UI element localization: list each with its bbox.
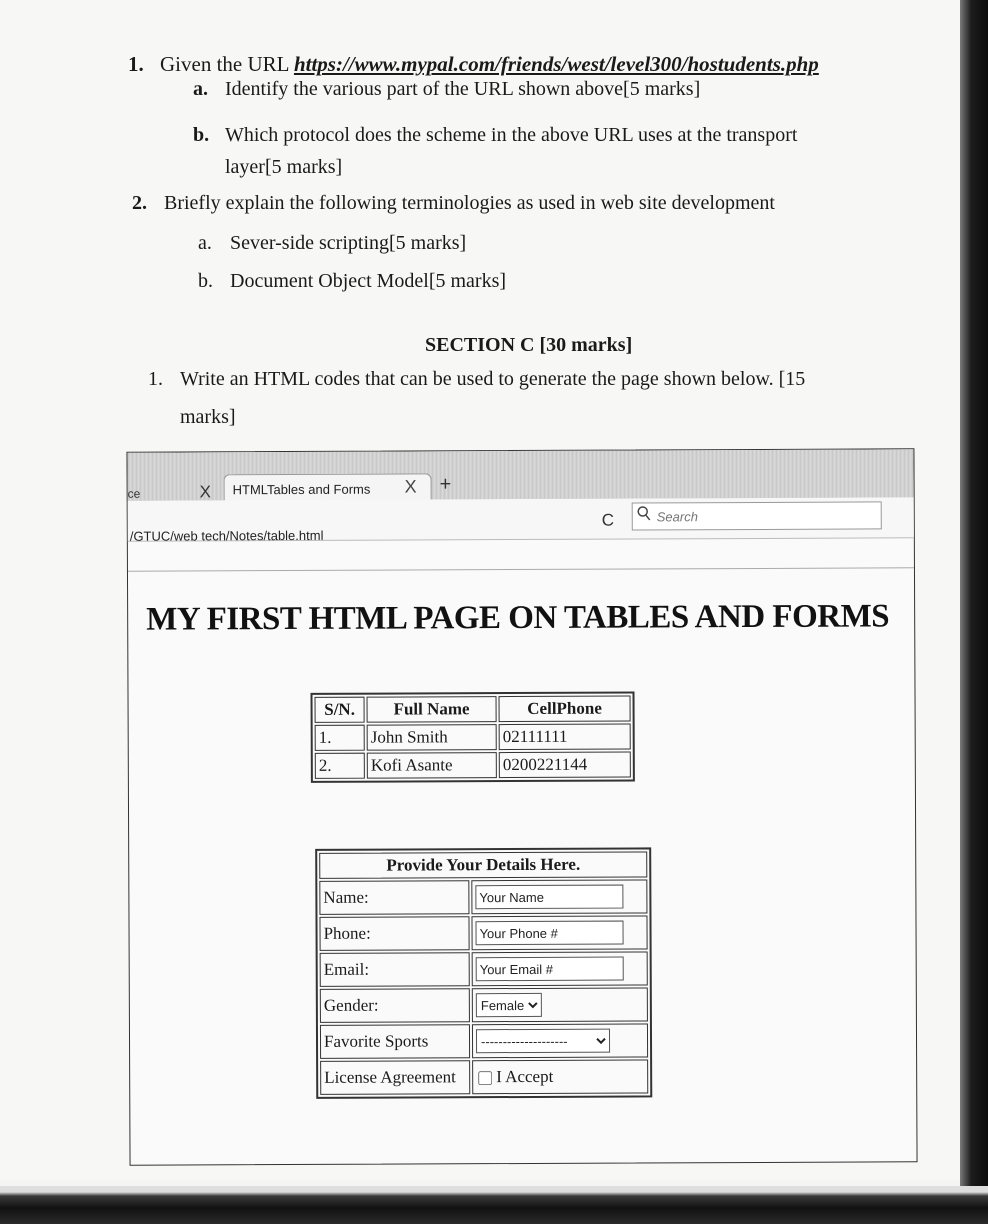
question-2b <box>198 270 506 293</box>
column-header-cellphone: CellPhone <box>499 696 631 723</box>
license-label: License Agreement <box>320 1060 470 1095</box>
email-label: Email: <box>320 952 470 987</box>
question-1b <box>193 124 797 147</box>
question-1b-label: b. <box>193 124 210 146</box>
reload-icon[interactable]: C <box>601 510 615 530</box>
form-caption-row <box>319 851 647 878</box>
section-c-title: SECTION C [30 marks] <box>425 334 633 356</box>
page-content <box>128 567 917 1161</box>
question-2-text: Briefly explain the following terminologies as used in web site development <box>164 192 775 214</box>
table-header-row <box>315 696 631 723</box>
email-input[interactable] <box>476 957 624 982</box>
phone-input[interactable] <box>475 921 623 946</box>
question-2a <box>198 232 466 255</box>
tab-previous[interactable]: ce <box>127 486 141 501</box>
email-cell <box>472 951 648 986</box>
question-1-url: https://www.mypal.com/friends/west/level300/hostudents.php <box>293 52 819 76</box>
close-icon[interactable]: X <box>199 482 212 502</box>
phone-cell <box>471 915 647 950</box>
question-1a-text: Identify the various part of the URL shown above[5 marks] <box>225 78 701 100</box>
name-label: Name: <box>319 880 469 915</box>
section-c-q1-line1: Write an HTML codes that can be used to generate the page shown below. [15 <box>180 368 806 390</box>
question-1-number: 1. <box>128 52 144 76</box>
question-1a-label: a. <box>193 78 208 100</box>
form-row-license <box>320 1059 648 1094</box>
question-2 <box>132 192 775 215</box>
sports-cell <box>472 1023 648 1058</box>
section-c-q1-line2: marks] <box>180 406 236 428</box>
navigation-bar <box>128 497 914 544</box>
question-1-prefix: Given the URL <box>160 52 294 76</box>
question-1 <box>128 52 819 77</box>
name-cell <box>471 879 647 914</box>
address-bar[interactable]: /GTUC/web tech/Notes/table.html <box>129 527 324 544</box>
form-row-name <box>319 879 647 914</box>
cell-full-name: John Smith <box>367 724 497 751</box>
question-1b-text-line1: Which protocol does the scheme in the above URL uses at the transport <box>225 124 798 146</box>
scan-edge-right <box>960 0 988 1190</box>
form-row-phone <box>319 915 647 950</box>
form-row-gender <box>320 987 648 1022</box>
form-caption: Provide Your Details Here. <box>319 851 647 878</box>
section-c-q1-number: 1. <box>148 368 163 390</box>
accept-checkbox[interactable] <box>478 1071 492 1085</box>
contacts-table <box>311 692 635 783</box>
tab-bar <box>127 449 913 501</box>
gender-label: Gender: <box>320 988 470 1023</box>
close-icon[interactable]: X <box>404 476 417 497</box>
new-tab-icon[interactable]: + <box>439 473 452 496</box>
question-2a-text: Sever-side scripting[5 marks] <box>230 232 467 254</box>
question-2b-text: Document Object Model[5 marks] <box>230 270 507 292</box>
cell-cellphone: 02111111 <box>499 724 631 751</box>
table-row <box>315 724 631 751</box>
form-row-email <box>320 951 648 986</box>
form-row-sports <box>320 1023 648 1058</box>
tab-title: HTMLTables and Forms <box>232 481 371 498</box>
question-2-number: 2. <box>132 192 147 214</box>
question-1b-line2: layer[5 marks] <box>225 156 343 178</box>
cell-sn: 2. <box>315 753 365 779</box>
phone-label: Phone: <box>319 916 469 951</box>
section-c-question-1 <box>148 360 848 436</box>
accept-label: I Accept <box>496 1066 554 1087</box>
column-header-full-name: Full Name <box>367 696 497 723</box>
search-input[interactable] <box>655 505 869 526</box>
name-input[interactable] <box>475 885 623 910</box>
gender-cell <box>472 987 648 1022</box>
table-row <box>315 752 631 779</box>
question-2b-label: b. <box>198 270 213 292</box>
search-icon <box>637 505 651 521</box>
details-form-table <box>315 847 652 1098</box>
gender-select[interactable] <box>476 993 542 1017</box>
question-1a <box>193 78 700 101</box>
browser-screenshot <box>126 448 917 1165</box>
cell-full-name: Kofi Asante <box>367 752 497 779</box>
column-header-sn: S/N. <box>315 697 365 723</box>
cell-cellphone: 0200221144 <box>499 752 631 779</box>
page-heading: MY FIRST HTML PAGE ON TABLES AND FORMS <box>146 598 890 638</box>
search-box[interactable] <box>632 501 882 530</box>
license-cell <box>472 1059 648 1094</box>
scan-edge-bottom <box>0 1186 988 1224</box>
sports-label: Favorite Sports <box>320 1024 470 1059</box>
sports-select[interactable] <box>476 1029 610 1054</box>
question-2a-label: a. <box>198 232 212 254</box>
cell-sn: 1. <box>315 725 365 751</box>
